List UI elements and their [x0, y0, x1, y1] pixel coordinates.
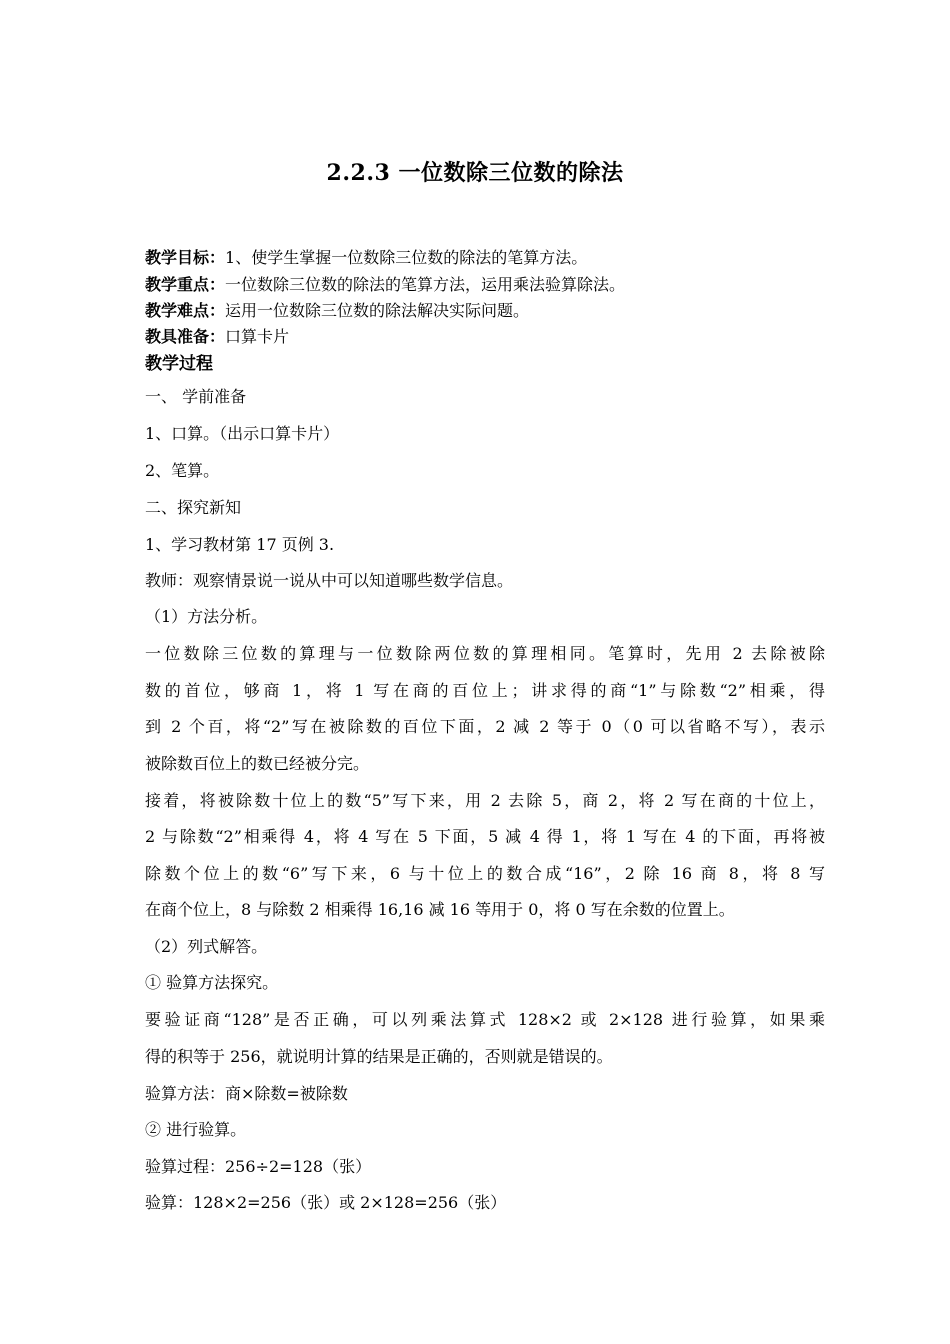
body-line: 数的首位，够商 1，将 1 写在商的百位上；讲求得的商“1”与除数“2”相乘，得 — [145, 681, 825, 700]
difficulty-label: 教学难点： — [145, 301, 226, 320]
teaching-focus — [145, 272, 825, 295]
body-line: 验算过程：256÷2=128（张） — [145, 1157, 372, 1176]
body-line: 教师：观察情景说一说从中可以知道哪些数学信息。 — [145, 571, 514, 590]
teaching-goal — [145, 245, 825, 268]
process-heading: 教学过程 — [145, 354, 213, 374]
focus-label: 教学重点： — [145, 275, 226, 294]
body-line: 1、口算。（出示口算卡片） — [145, 424, 340, 443]
body-line: 验算方法：商×除数=被除数 — [145, 1084, 348, 1103]
body-line: 要验证商“128”是否正确，可以列乘法算式 128×2 或 2×128 进行验算，如果乘 — [145, 1010, 825, 1029]
body-line: ① 验算方法探究。 — [145, 973, 279, 992]
body-line: 在商个位上，8 与除数 2 相乘得 16,16 减 16 等用于 0，将 0 写在余数的位置上。 — [145, 900, 735, 919]
body-line: 除数个位上的数“6”写下来，6 与十位上的数合成“16”，2 除 16 商 8，将 8 写 — [145, 864, 825, 883]
body-line: 得的积等于 256，就说明计算的结果是正确的，否则就是错误的。 — [145, 1047, 613, 1066]
teaching-tools — [145, 324, 825, 347]
body-line: 一位数除三位数的算理与一位数除两位数的算理相同。笔算时，先用 2 去除被除 — [145, 644, 825, 663]
body-line: ② 进行验算。 — [145, 1120, 247, 1139]
goal-text: 1、使学生掌握一位数除三位数的除法的笔算方法。 — [225, 248, 588, 267]
body-line: 一、 学前准备 — [145, 387, 247, 406]
body-line: 接着，将被除数十位上的数“5”写下来，用 2 去除 5，商 2，将 2 写在商的十位上， — [145, 791, 825, 810]
tools-label: 教具准备： — [145, 327, 226, 346]
body-line: 到 2 个百，将“2”写在被除数的百位下面，2 减 2 等于 0（0 可以省略不写），表示 — [145, 717, 825, 736]
body-line: 2 与除数“2”相乘得 4，将 4 写在 5 下面，5 减 4 得 1，将 1 写在 4 的下面，再将被 — [145, 827, 825, 846]
teaching-difficulty — [145, 298, 825, 321]
body-line: 1、学习教材第 17 页例 3. — [145, 535, 335, 554]
body-line: 2、笔算。 — [145, 461, 220, 480]
difficulty-text: 运用一位数除三位数的除法解决实际问题。 — [225, 301, 530, 320]
body-line: 被除数百位上的数已经被分完。 — [145, 754, 370, 773]
body-line: 二、探究新知 — [145, 498, 242, 517]
page-title: 2.2.3 一位数除三位数的除法 — [326, 160, 624, 186]
focus-text: 一位数除三位数的除法的笔算方法，运用乘法验算除法。 — [225, 275, 626, 294]
goal-label: 教学目标： — [145, 248, 226, 267]
body-line: （2）列式解答。 — [145, 937, 268, 956]
body-line: （1）方法分析。 — [145, 607, 268, 626]
tools-text: 口算卡片 — [225, 327, 290, 346]
body-line: 验算：128×2=256（张）或 2×128=256（张） — [145, 1193, 507, 1212]
